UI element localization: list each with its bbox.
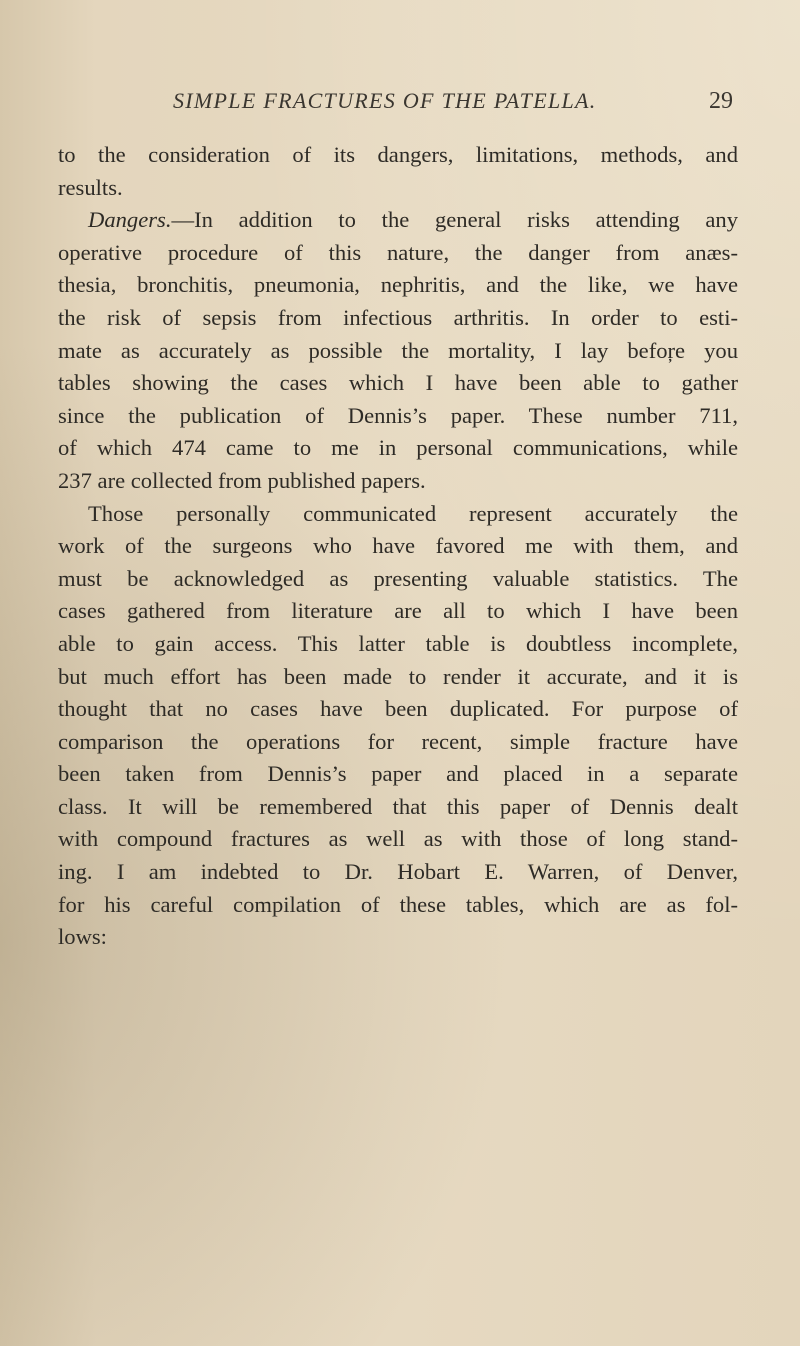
- text-line: lows:: [58, 924, 107, 950]
- text-line: since the publication of Dennis’s paper. These number 711,: [58, 402, 738, 428]
- text-line: for his careful compilation of these tables, which are as fol-: [58, 891, 738, 917]
- text-line: thesia, bronchitis, pneumonia, nephritis, and the like, we have: [58, 272, 738, 298]
- text-line: mate as accurately as possible the mortality, I lay befoŗe you: [58, 337, 738, 363]
- text-line: tables showing the cases which I have been able to gather: [58, 370, 738, 396]
- text-line: but much effort has been made to render it accurate, and it is: [58, 663, 738, 689]
- text-line: must be acknowledged as presenting valuable statistics. The: [58, 565, 738, 591]
- text-line: work of the surgeons who have favored me with them, and: [58, 533, 738, 559]
- text-span: —In addition to the general risks attending any: [171, 207, 738, 233]
- text-line: been taken from Dennis’s paper and placed in a separate: [58, 761, 738, 787]
- text-line: thought that no cases have been duplicated. For purpose of: [58, 696, 738, 722]
- text-line: [58, 204, 738, 237]
- body-text: [58, 139, 738, 954]
- page-number: 29: [709, 88, 733, 114]
- text-line: with compound fractures as well as with those of long stand-: [58, 826, 738, 852]
- text-line: able to gain access. This latter table is doubtless incomplete,: [58, 630, 738, 656]
- running-head: [0, 88, 800, 128]
- section-heading: Dangers.: [88, 207, 172, 233]
- text-line: 237 are collected from published papers.: [58, 467, 426, 493]
- text-line: the risk of sepsis from infectious arthritis. In order to esti-: [58, 304, 738, 330]
- text-line: comparison the operations for recent, simple fracture have: [58, 728, 738, 754]
- text-line: Those personally communicated represent accurately the: [88, 500, 738, 526]
- text-line: of which 474 came to me in personal communications, while: [58, 435, 738, 461]
- text-line: cases gathered from literature are all to which I have been: [58, 598, 738, 624]
- text-line: to the consideration of its dangers, limitations, methods, and: [58, 142, 738, 167]
- text-line: ing. I am indebted to Dr. Hobart E. Warren, of Denver,: [58, 859, 738, 885]
- text-line: results.: [58, 174, 123, 200]
- running-title: SIMPLE FRACTURES OF THE PATELLA.: [173, 88, 597, 113]
- text-line: operative procedure of this nature, the danger from anæs-: [58, 239, 738, 265]
- text-line: class. It will be remembered that this paper of Dennis dealt: [58, 793, 738, 819]
